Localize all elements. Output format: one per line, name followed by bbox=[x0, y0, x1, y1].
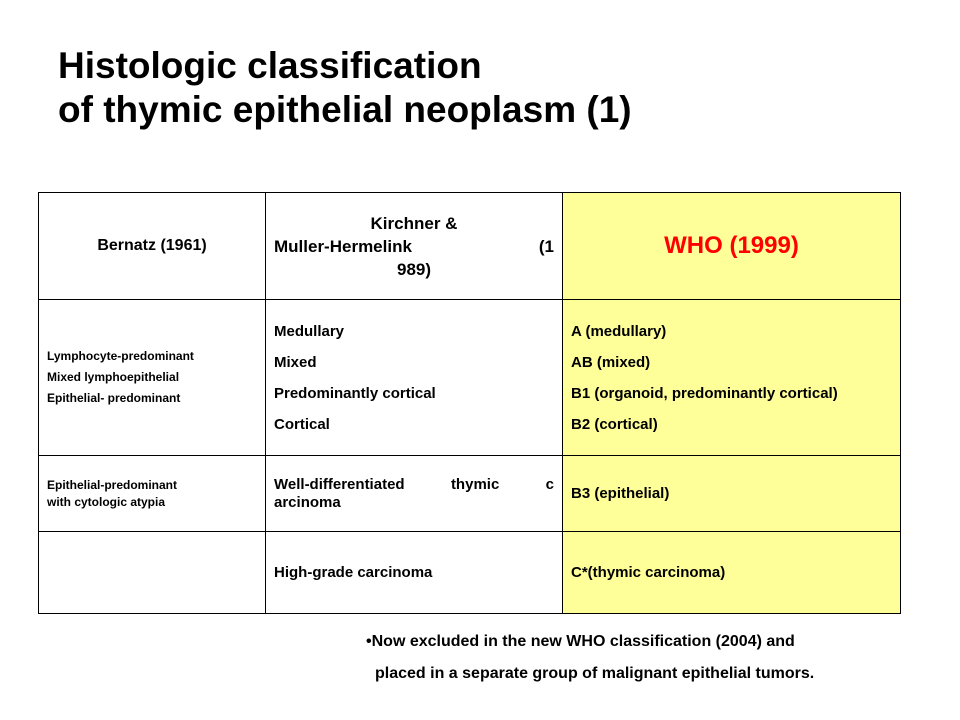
cell-kirchner bbox=[266, 532, 563, 614]
header-kirchner bbox=[266, 193, 563, 300]
cell-line: Epithelial-predominant bbox=[47, 477, 178, 492]
cell-who bbox=[563, 456, 901, 532]
cell-line: B2 (cortical) bbox=[571, 415, 658, 433]
cell-who bbox=[563, 300, 901, 456]
cell-line: C*(thymic carcinoma) bbox=[571, 564, 726, 581]
cell-line: Mixed bbox=[274, 353, 317, 371]
slide-title bbox=[58, 44, 632, 132]
cell-line: arcinoma bbox=[274, 493, 341, 511]
cell-line: High-grade carcinoma bbox=[274, 564, 433, 581]
cell-line: Predominantly cortical bbox=[274, 384, 436, 402]
header-kirchner-line: Kirchner & bbox=[370, 213, 458, 233]
cell-bernatz bbox=[39, 456, 266, 532]
cell-line: Medullary bbox=[274, 322, 345, 340]
cell-line: B1 (organoid, predominantly cortical) bbox=[571, 384, 838, 402]
cell-line: A (medullary) bbox=[571, 322, 667, 340]
title-line-1: Histologic classification bbox=[58, 45, 482, 86]
table-header-row bbox=[39, 193, 901, 300]
cell-bernatz-empty bbox=[39, 532, 266, 614]
cell-line: AB (mixed) bbox=[571, 353, 651, 371]
cell-line: with cytologic atypia bbox=[47, 494, 166, 509]
cell-kirchner bbox=[266, 300, 563, 456]
header-kirchner-line: 989) bbox=[396, 259, 432, 279]
header-bernatz-label: Bernatz (1961) bbox=[97, 237, 207, 254]
cell-line: Epithelial- predominant bbox=[47, 391, 181, 405]
header-bernatz bbox=[39, 193, 266, 300]
cell-line: B3 (epithelial) bbox=[571, 485, 670, 502]
classification-table bbox=[38, 192, 901, 614]
footnote-line-1: • Now excluded in the new WHO classification (2004) and bbox=[366, 633, 795, 650]
cell-line: Well-differentiated thymic c bbox=[274, 475, 554, 493]
title-line-2: of thymic epithelial neoplasm (1) bbox=[58, 89, 632, 130]
cell-line: Cortical bbox=[274, 415, 330, 433]
footnote bbox=[366, 626, 814, 690]
cell-line: Mixed lymphoepithelial bbox=[47, 370, 180, 384]
header-who bbox=[563, 193, 901, 300]
table-row bbox=[39, 456, 901, 532]
header-kirchner-line: Muller-Hermelink (1 bbox=[274, 236, 554, 256]
table-row bbox=[39, 300, 901, 456]
cell-who bbox=[563, 532, 901, 614]
cell-line: Lymphocyte-predominant bbox=[47, 349, 194, 363]
table-row bbox=[39, 532, 901, 614]
header-who-label: WHO (1999) bbox=[664, 232, 799, 259]
cell-bernatz bbox=[39, 300, 266, 456]
footnote-line-2: placed in a separate group of malignant epithelial tumors. bbox=[375, 665, 815, 682]
cell-kirchner bbox=[266, 456, 563, 532]
